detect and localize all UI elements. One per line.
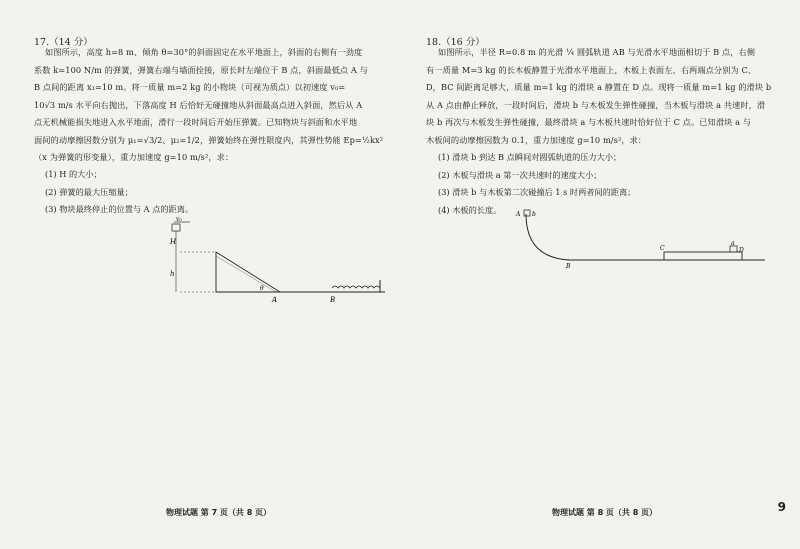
q18-line-6: 木板间的动摩擦因数为 0.1，重力加速度 g=10 m/s²，求： — [426, 134, 647, 145]
q17-line-4: 10√3 m/s 水平向右抛出，下落高度 H 后恰好无碰撞地从斜面最高点进入斜面，然后从 A — [34, 99, 363, 110]
q18-body — [426, 44, 772, 149]
label-C: C — [660, 245, 665, 252]
q17-line-2: 系数 k=100 N/m 的弹簧，弹簧右端与墙面拴接，原长时左端位于 B 点，斜面最低点 A 与 — [34, 64, 368, 75]
right-page — [400, 0, 800, 549]
q18-header: 18.（16 分） — [426, 37, 485, 48]
q18-line-2: 有一质量 M=3 kg 的长木板静置于光滑水平地面上，木板上表面左、右两端点分别为 C、 — [426, 64, 757, 75]
q17-figure — [160, 214, 400, 304]
q18-line-1: 如图所示，半径 R=0.8 m 的光滑 ¼ 圆弧轨道 AB 与光滑水平地面相切于 B 点，右侧 — [438, 47, 756, 57]
q17-subquestions — [45, 166, 193, 219]
label-b: b — [532, 211, 536, 218]
q18-line-5: 块 b 再次与木板发生弹性碰撞，最终滑块 a 与木板共速时恰好位于 C 点。已知滑块 a 与 — [426, 117, 752, 127]
page-mark: 9 — [777, 500, 786, 514]
q17-sub-3: (3) 物块最终停止的位置与 A 点的距离。 — [45, 204, 194, 214]
q17-line-1: 如图所示，高度 h=8 m、倾角 θ=30°的斜面固定在水平地面上，斜面的右侧有一劲度 — [45, 47, 363, 57]
left-footer: 物理试题 第 7 页（共 8 页） — [166, 508, 272, 517]
label-h: h — [170, 270, 175, 278]
long-board — [664, 252, 742, 260]
label-A: A — [272, 296, 278, 304]
q17-header: 17.（14 分） — [34, 37, 93, 48]
spring — [332, 286, 380, 288]
q18-line-4: 从 A 点由静止释放，一段时间后，滑块 b 与木板发生弹性碰撞，当木板与滑块 a 共速时，滑 — [426, 99, 766, 110]
q18-figure — [510, 208, 770, 270]
label-a: a — [731, 240, 735, 247]
label-A: A — [516, 211, 521, 218]
block — [172, 224, 180, 231]
q17-sub-1: (1) H 的大小； — [45, 169, 102, 179]
incline — [216, 252, 280, 292]
q17-line-6: 面间的动摩擦因数分别为 μ₁=√3/2、μ₂=1/2，弹簧始终在弹性限度内，其弹性势能 Ep=½kx² — [34, 134, 384, 145]
q18-line-3: D，BC 间距离足够大，质量 m=1 kg 的滑块 a 静置在 D 点。现将一质量 m=1 kg 的滑块 b — [426, 82, 772, 92]
q18-sub-1: (1) 滑块 b 到达 B 点瞬间对圆弧轨道的压力大小； — [438, 152, 622, 162]
q17-line-7: （x 为弹簧的形变量），重力加速度 g=10 m/s²，求： — [34, 152, 234, 162]
right-footer: 物理试题 第 8 页（共 8 页） — [552, 508, 658, 517]
label-D: D — [739, 247, 744, 254]
incline-hatch — [216, 256, 276, 292]
q17-line-3: B 点间的距离 x₁=10 m。将一质量 m=2 kg 的小物块（可视为质点）以初速度 v₀= — [34, 82, 346, 92]
label-B: B — [566, 263, 571, 270]
arc-track — [526, 214, 570, 260]
label-v0: v₀ — [176, 216, 182, 223]
block-b — [524, 210, 530, 216]
q18-sub-3: (3) 滑块 b 与木板第二次碰撞后 1 s 时两者间的距离； — [438, 187, 636, 197]
q17-body — [34, 44, 384, 167]
q18-sub-4: (4) 木板的长度。 — [438, 204, 502, 215]
q18-sub-2: (2) 木板与滑块 a 第一次共速时的速度大小； — [438, 169, 602, 180]
label-B: B — [330, 296, 336, 304]
label-H: H — [170, 238, 177, 246]
q17-line-5: 点无机械能损失地进入水平地面，滑行一段时间后开始压弹簧。已知物块与斜面和水平地 — [34, 117, 358, 127]
q17-sub-2: (2) 弹簧的最大压缩量； — [45, 186, 133, 197]
label-theta: θ — [260, 285, 264, 292]
